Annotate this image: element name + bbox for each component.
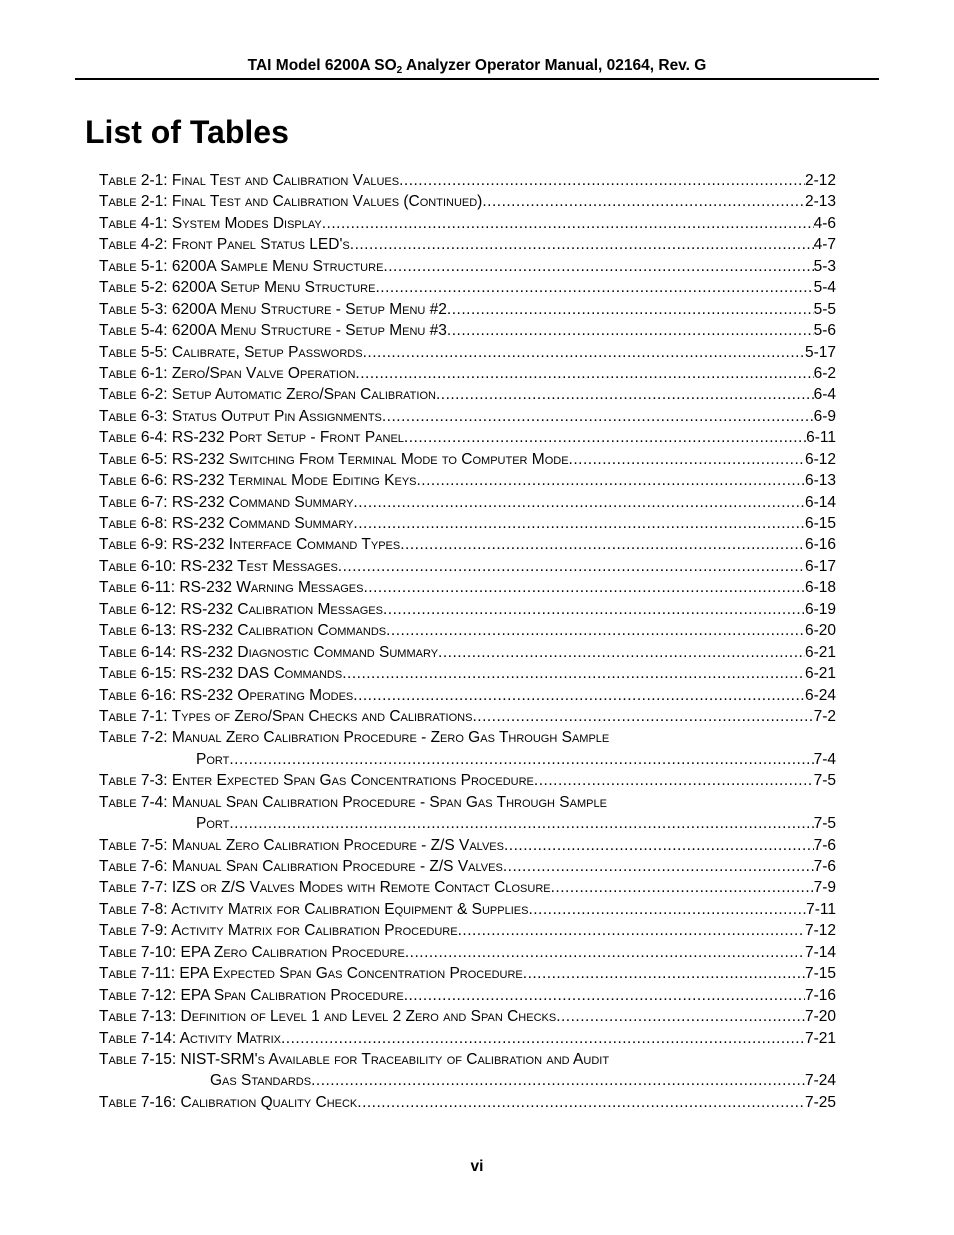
toc-entry-label: Table 7-2: Manual Zero Calibration Procedure - Zero Gas Through Sample [99, 729, 610, 747]
toc-entry-page: 7-9 [813, 879, 836, 897]
dot-leader [523, 963, 805, 984]
dot-leader [472, 706, 813, 727]
dot-leader [382, 406, 814, 427]
toc-entry[interactable] [99, 513, 836, 534]
toc-entry-label: Table 6-9: RS-232 Interface Command Types [99, 536, 401, 554]
toc-entry-page: 6-4 [813, 386, 836, 404]
toc-entry-page: 7-6 [813, 836, 836, 854]
toc-entry-label: Table 6-8: RS-232 Command Summary [99, 515, 354, 532]
toc-entry[interactable] [99, 406, 836, 427]
toc-entry-page: 7-20 [804, 1008, 836, 1026]
toc-entry[interactable] [99, 749, 836, 770]
dot-leader [404, 427, 806, 448]
toc-entry[interactable] [99, 835, 836, 856]
dot-leader [229, 813, 813, 834]
toc-entry-page: 6-24 [804, 686, 836, 704]
toc-entry-page: 7-6 [813, 858, 836, 875]
dot-leader [363, 577, 805, 598]
toc-entry-label: Table 2-1: Final Test and Calibration Values [99, 172, 400, 189]
toc-entry-page: 6-21 [804, 643, 836, 661]
toc-entry[interactable] [99, 792, 836, 813]
toc-entry-label: Table 7-10: EPA Zero Calibration Procedure [99, 943, 405, 961]
toc-entry-page: 7-11 [806, 900, 836, 918]
dot-leader [353, 685, 805, 706]
toc-entry-label: Table 7-1: Types of Zero/Span Checks and Calibrations [99, 707, 473, 725]
toc-entry-page: 6-20 [804, 622, 836, 640]
dot-leader [534, 770, 814, 791]
header-title-suffix: Analyzer Operator Manual, 02164, Rev. G [402, 57, 707, 74]
toc-entry-page: 5-6 [813, 322, 836, 340]
page-title: List of Tables [85, 114, 289, 150]
toc-entry[interactable] [99, 299, 836, 320]
toc-entry[interactable] [99, 620, 836, 641]
toc-entry-label: Table 7-12: EPA Span Calibration Procedure [99, 986, 404, 1004]
dot-leader [353, 513, 805, 534]
toc-entry[interactable] [99, 1028, 836, 1049]
toc-entry[interactable] [99, 856, 836, 877]
toc-entry-label: Table 6-10: RS-232 Test Messages [99, 557, 338, 575]
toc-entry-page: 7-5 [813, 815, 836, 833]
toc-entry-label: Table 5-5: Calibrate, Setup Passwords [99, 343, 363, 361]
dot-leader [353, 492, 805, 513]
toc-entry[interactable] [99, 727, 836, 748]
toc-entry-label: Table 6-15: RS-232 DAS Commands [99, 665, 343, 683]
dot-leader [281, 1028, 805, 1049]
dot-leader [417, 470, 805, 491]
toc-entry[interactable] [99, 942, 836, 963]
toc-entry[interactable] [99, 577, 836, 598]
dot-leader [504, 835, 814, 856]
toc-entry-page: 7-24 [804, 1072, 836, 1090]
dot-leader [551, 877, 814, 898]
dot-leader [383, 256, 813, 277]
dot-leader [338, 556, 805, 577]
page-number: vi [470, 1158, 484, 1175]
dot-leader [405, 942, 805, 963]
dot-leader [503, 856, 814, 877]
dot-leader [447, 320, 814, 341]
toc-entry-page: 2-12 [804, 172, 836, 189]
toc-entry-label: Table 6-5: RS-232 Switching From Terminal Mode to Computer Mode [99, 450, 569, 468]
toc-entry[interactable] [99, 963, 836, 984]
dot-leader [229, 749, 813, 770]
dot-leader [400, 534, 805, 555]
toc-entry-page: 4-7 [813, 236, 836, 254]
toc-entry[interactable] [99, 363, 836, 384]
toc-entry-label: Table 7-7: IZS or Z/S Valves Modes with Remote Contact Closure [99, 879, 551, 897]
toc-entry-page: 5-4 [813, 279, 836, 297]
toc-entry-label: Gas Standards [210, 1072, 312, 1090]
toc-entry-page: 6-2 [813, 364, 836, 382]
dot-leader [311, 1070, 805, 1091]
dot-leader [357, 1092, 805, 1113]
toc-entry-page: 6-18 [804, 579, 836, 597]
toc-entry-label: Table 4-2: Front Panel Status LED's [99, 236, 350, 254]
dot-leader [569, 449, 805, 470]
toc-entry-label: Table 7-8: Activity Matrix for Calibration Equipment & Supplies [99, 900, 529, 918]
dot-leader [438, 642, 805, 663]
toc-entry-page: 6-15 [804, 515, 836, 532]
toc-entry-page: 4-6 [813, 214, 836, 232]
toc-entry-label: Table 5-1: 6200A Sample Menu Structure [99, 257, 384, 275]
toc-entry-page: 7-21 [804, 1029, 836, 1047]
toc-entry-label: Table 7-4: Manual Span Calibration Procedure - Span Gas Through Sample [99, 793, 607, 811]
toc-entry-page: 7-16 [804, 986, 836, 1004]
toc-entry-page: 7-2 [813, 707, 836, 725]
toc-entry-label: Table 7-11: EPA Expected Span Gas Concentration Procedure [99, 965, 523, 983]
toc-entry-label: Table 6-6: RS-232 Terminal Mode Editing Keys [99, 472, 417, 490]
header-title-prefix: TAI Model 6200A SO [247, 57, 397, 74]
toc-entry-page: 7-12 [804, 922, 836, 940]
toc-entry[interactable] [99, 191, 836, 212]
toc-entry[interactable] [99, 877, 836, 898]
toc-entry-label: Table 6-13: RS-232 Calibration Commands [99, 622, 387, 640]
toc-entry-page: 7-14 [804, 943, 836, 961]
dot-leader [342, 663, 805, 684]
toc-entry-page: 6-12 [804, 450, 836, 468]
toc-entry-page: 6-16 [804, 536, 836, 554]
dot-leader [355, 363, 813, 384]
toc-entry-label: Table 7-15: NIST-SRM's Available for Traceability of Calibration and Audit [99, 1050, 610, 1068]
toc-entry-label: Table 6-1: Zero/Span Valve Operation [99, 364, 356, 382]
toc-entry[interactable] [99, 1092, 836, 1113]
toc-entry[interactable] [99, 813, 836, 834]
toc-entry-label: Table 6-12: RS-232 Calibration Messages [99, 600, 383, 618]
toc-entry-page: 6-13 [804, 472, 836, 490]
dot-leader [375, 277, 813, 298]
dot-leader [482, 191, 805, 212]
toc-entry[interactable] [99, 384, 836, 405]
header-subscript: 2 [396, 65, 403, 76]
toc-entry[interactable] [99, 1049, 836, 1070]
dot-leader [528, 899, 806, 920]
toc-entry[interactable] [99, 277, 836, 298]
toc-entry-label: Table 6-14: RS-232 Diagnostic Command Summary [99, 643, 439, 661]
toc-entry[interactable] [99, 985, 836, 1006]
toc-entry-label: Table 5-3: 6200A Menu Structure - Setup Menu #2 [99, 300, 447, 318]
toc-entry[interactable] [99, 213, 836, 234]
dot-leader [350, 234, 814, 255]
toc-entry[interactable] [99, 470, 836, 491]
toc-entry-label: Table 2-1: Final Test and Calibration Values (Continued) [99, 193, 483, 211]
toc-entry[interactable] [99, 449, 836, 470]
toc-entry[interactable] [99, 556, 836, 577]
toc-entry-page: 7-15 [804, 965, 836, 983]
toc-entry-label: Table 6-7: RS-232 Command Summary [99, 493, 354, 511]
dot-leader [383, 599, 805, 620]
toc-entry[interactable] [99, 170, 836, 191]
toc-entry[interactable] [99, 342, 836, 363]
toc-entry[interactable] [99, 706, 836, 727]
dot-leader [458, 920, 805, 941]
header-rule [75, 78, 879, 80]
toc-entry-label: Port [196, 815, 230, 833]
toc-entry[interactable] [99, 1070, 836, 1091]
toc-entry-page: 6-9 [813, 407, 836, 425]
toc-entry-label: Table 7-5: Manual Zero Calibration Procedure - Z/S Valves [99, 836, 504, 854]
toc-entry-page: 7-4 [813, 750, 836, 768]
toc-entry-label: Table 6-2: Setup Automatic Zero/Span Calibration [99, 386, 436, 404]
toc-entry[interactable] [99, 534, 836, 555]
toc-entry[interactable] [99, 256, 836, 277]
toc-entry[interactable] [99, 427, 836, 448]
toc-entry-label: Table 7-6: Manual Span Calibration Procedure - Z/S Valves [99, 858, 503, 875]
toc-entry-label: Table 6-4: RS-232 Port Setup - Front Panel [99, 429, 404, 447]
toc-entry-page: 6-17 [804, 557, 836, 575]
toc-entry-label: Table 5-2: 6200A Setup Menu Structure [99, 279, 376, 297]
dot-leader [447, 299, 814, 320]
toc-entry-label: Table 5-4: 6200A Menu Structure - Setup Menu #3 [99, 322, 447, 340]
toc-entry[interactable] [99, 642, 836, 663]
toc-entry[interactable] [99, 899, 836, 920]
toc-entry-label: Port [196, 750, 230, 768]
toc-entry[interactable] [99, 685, 836, 706]
toc-entry-label: Table 6-3: Status Output Pin Assignments [99, 407, 382, 425]
toc-entry-label: Table 7-13: Definition of Level 1 and Level 2 Zero and Span Checks [99, 1008, 557, 1026]
toc-entry-label: Table 7-3: Enter Expected Span Gas Concentrations Procedure [99, 772, 534, 790]
toc-entry-page: 2-13 [804, 193, 836, 211]
table-list [99, 170, 836, 1113]
dot-leader [404, 985, 805, 1006]
dot-leader [322, 213, 814, 234]
toc-entry-page: 6-14 [804, 493, 836, 511]
running-header [0, 57, 954, 76]
toc-entry-label: Table 6-11: RS-232 Warning Messages [99, 579, 364, 597]
toc-entry[interactable] [99, 320, 836, 341]
toc-entry[interactable] [99, 920, 836, 941]
toc-entry[interactable] [99, 663, 836, 684]
toc-entry-page: 6-11 [806, 429, 836, 447]
toc-entry[interactable] [99, 599, 836, 620]
toc-entry-label: Table 6-16: RS-232 Operating Modes [99, 686, 354, 704]
toc-entry-label: Table 7-16: Calibration Quality Check [99, 1093, 358, 1111]
toc-entry-label: Table 4-1: System Modes Display [99, 214, 322, 232]
dot-leader [363, 342, 805, 363]
toc-entry-page: 5-17 [804, 343, 836, 361]
toc-entry-page: 7-5 [813, 772, 836, 790]
dot-leader [556, 1006, 805, 1027]
toc-entry[interactable] [99, 770, 836, 791]
toc-entry-label: Table 7-9: Activity Matrix for Calibration Procedure [99, 922, 458, 940]
toc-entry-page: 7-25 [804, 1093, 836, 1111]
toc-entry-label: Table 7-14: Activity Matrix [99, 1029, 281, 1047]
toc-entry-page: 6-19 [804, 600, 836, 618]
dot-leader [436, 384, 814, 405]
toc-entry-page: 6-21 [804, 665, 836, 683]
toc-entry-page: 5-3 [813, 257, 836, 275]
toc-entry-page: 5-5 [813, 300, 836, 318]
dot-leader [386, 620, 805, 641]
toc-entry[interactable] [99, 492, 836, 513]
toc-entry[interactable] [99, 234, 836, 255]
toc-entry[interactable] [99, 1006, 836, 1027]
dot-leader [399, 170, 805, 191]
